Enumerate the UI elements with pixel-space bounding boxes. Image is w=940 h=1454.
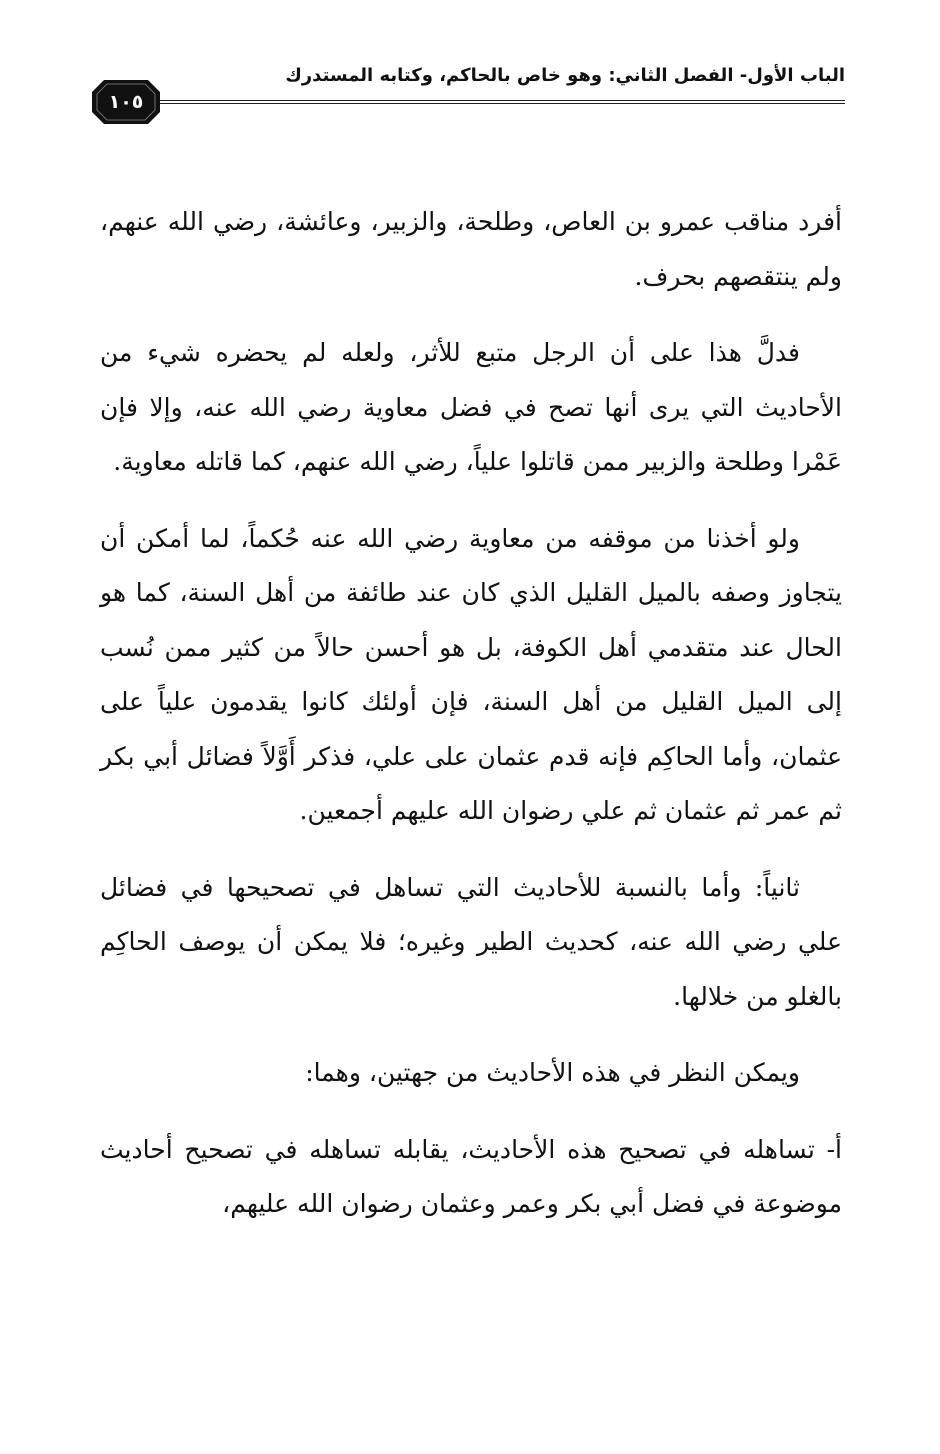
running-header-title: الباب الأول- الفصل الثاني: وهو خاص بالحاكم، وكتابه المستدرك	[285, 65, 845, 86]
paragraph-6: أ- تساهله في تصحيح هذه الأحاديث، يقابله تساهله في تصحيح أحاديث موضوعة في فضل أبي بكر وعمر وعثمان رضوان الله عليهم،	[100, 1134, 842, 1218]
paragraph-2: فدلَّ هذا على أن الرجل متبع للأثر، ولعله لم يحضره شيء من الأحاديث التي يرى أنها تصح في فضل معاوية رضي الله عنه، وإلا فإن عَمْرا وطلحة والزبير ممن قاتلوا علياً، رضي الله عنهم، كما قاتله معاوية.	[100, 338, 842, 476]
paragraph-5: ويمكن النظر في هذه الأحاديث من جهتين، وهما:	[305, 1058, 800, 1087]
paragraph-4: ثانياً: وأما بالنسبة للأحاديث التي تساهل في تصحيحها في فضائل علي رضي الله عنه، كحديث الطير وغيره؛ فلا يمكن أن يوصف الحاكِم بالغلو من خلالها.	[100, 872, 842, 1011]
page-number-badge	[90, 78, 162, 126]
header-rule	[150, 100, 845, 104]
body-text	[100, 195, 842, 1254]
paragraph-3: ولو أخذنا من موقفه من معاوية رضي الله عنه حُكماً، لما أمكن أن يتجاوز وصفه بالميل القليل الذي كان عند طائفة من أهل السنة، كما هو الحال عند متقدمي أهل الكوفة، بل هو أحسن حالاً من كثير ممن نُسب إلى الميل القليل من أهل السنة، فإن أولئك كانوا يقدمون علياً على عثمان، وأما الحاكِم فإنه قدم عثمان على علي، فذكر أَوَّلاً فضائل أبي بكر ثم عمر ثم عثمان ثم علي رضوان الله عليهم أجمعين.	[100, 523, 842, 825]
page-number: ١٠٥	[108, 91, 144, 113]
paragraph-1: أفرد مناقب عمرو بن العاص، وطلحة، والزبير، وعائشة، رضي الله عنهم، ولم ينتقصهم بحرف.	[100, 207, 842, 291]
